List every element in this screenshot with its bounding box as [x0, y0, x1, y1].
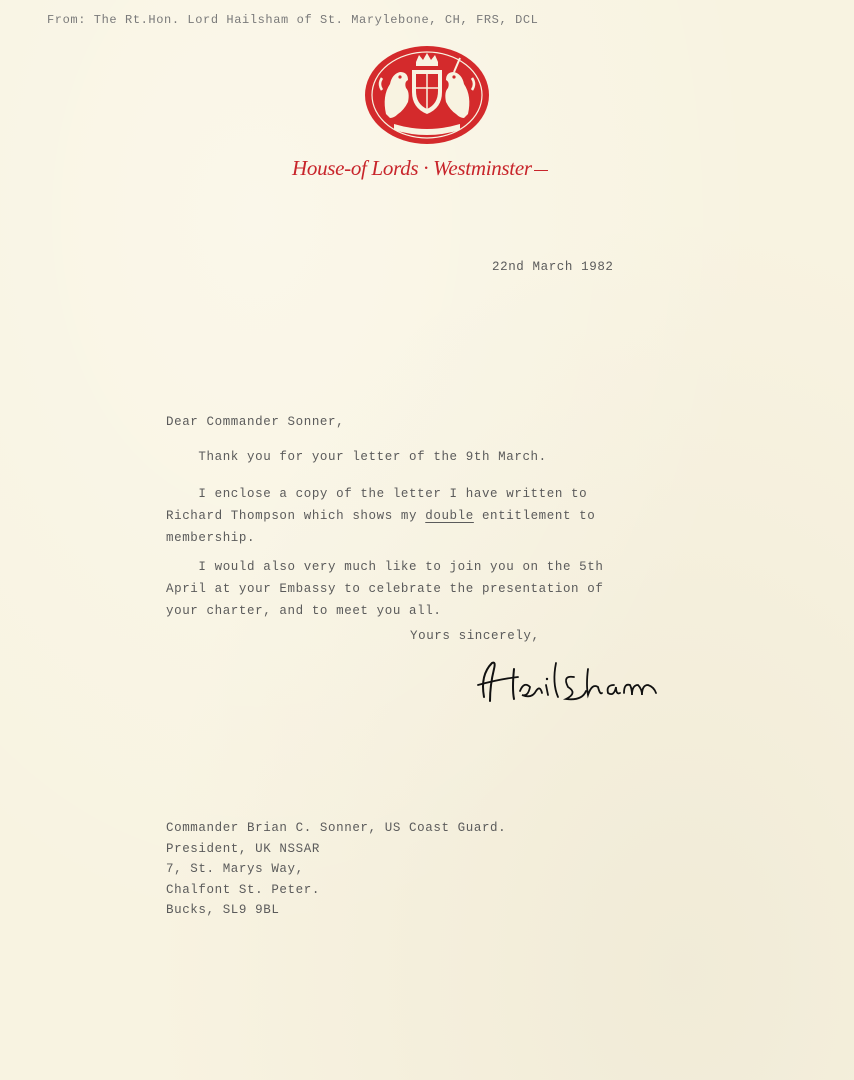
- body-paragraph-2: [166, 483, 595, 549]
- address-line: Commander Brian C. Sonner, US Coast Guard.: [166, 821, 507, 835]
- body-paragraph-3: [166, 556, 603, 622]
- letterhead-title: House-of Lords · Westminster: [292, 156, 548, 181]
- salutation: Dear Commander Sonner,: [166, 415, 345, 429]
- body-line: Thank you for your letter of the 9th March.: [166, 450, 547, 464]
- letter-date: 22nd March 1982: [492, 260, 614, 274]
- closing: Yours sincerely,: [410, 629, 540, 643]
- body-line: I enclose a copy of the letter I have written to: [166, 487, 588, 501]
- recipient-address: [166, 818, 506, 921]
- body-paragraph-1: [166, 446, 547, 468]
- underlined-word: double: [425, 509, 474, 523]
- body-line: Richard Thompson which shows my double entitlement to: [166, 509, 596, 523]
- body-line: April at your Embassy to celebrate the presentation of: [166, 582, 604, 596]
- address-line: President, UK NSSAR: [166, 841, 320, 856]
- sender-line: From: The Rt.Hon. Lord Hailsham of St. Marylebone, CH, FRS, DCL: [47, 13, 539, 27]
- body-line: I would also very much like to join you on the 5th: [166, 560, 604, 574]
- handwritten-signature: [470, 655, 670, 710]
- body-line: your charter, and to meet you all.: [166, 604, 442, 618]
- royal-coat-of-arms-icon: [364, 44, 490, 146]
- body-line: membership.: [166, 531, 256, 545]
- address-line: Chalfont St. Peter.: [166, 882, 320, 897]
- address-line: Bucks, SL9 9BL: [166, 903, 280, 917]
- address-line: 7, St. Marys Way,: [166, 862, 304, 876]
